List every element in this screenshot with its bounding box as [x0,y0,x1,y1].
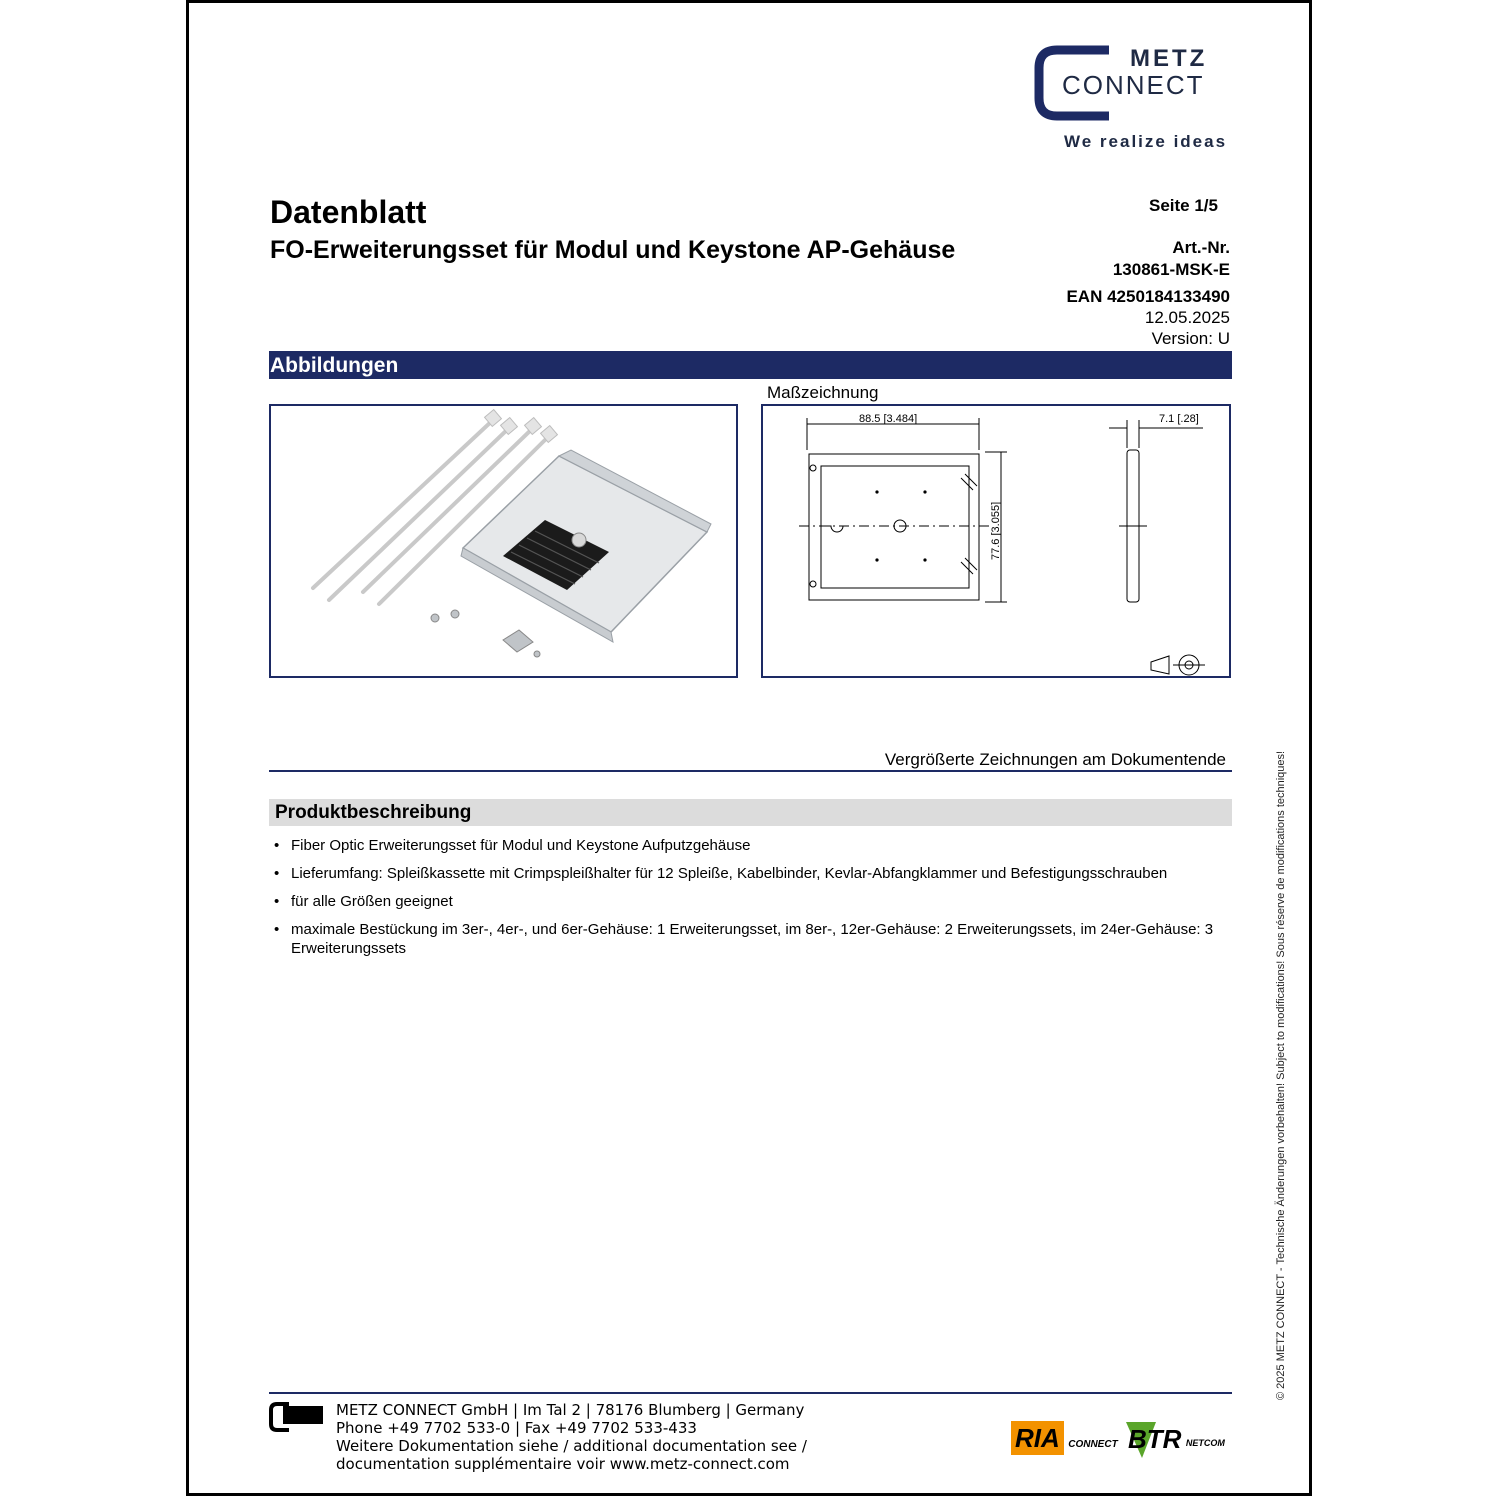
projection-symbol-icon [1151,655,1205,675]
height-dimension-label: 77.6 [3.055] [990,501,1002,560]
btr-logo-sub: NETCOM [1185,1438,1225,1448]
section-divider [269,770,1232,772]
page-number: Seite 1/5 [1149,196,1218,215]
list-item: • Lieferumfang: Spleißkassette mit Crimpspleißhalter für 12 Spleiße, Kabelbinder, Kevlar-Abfangklammer und Befestigungsschrauben [270,864,1230,883]
footer-logo-icon [269,1402,325,1432]
list-item: • für alle Größen geeignet [270,892,1230,911]
brand-name-line2: CONNECT [1062,70,1205,100]
list-item: • Fiber Optic Erweiterungsset für Modul und Keystone Aufputzgehäuse [270,836,1230,855]
section-heading-description: Produktbeschreibung [269,799,1232,826]
btr-netcom-logo [1124,1420,1225,1454]
brand-name-line1: METZ [1130,45,1208,72]
width-dimension-label: 88.5 [3.484] [859,413,918,425]
document-date: 12.05.2025 [1144,308,1230,327]
dimension-drawing [761,404,1231,678]
article-number: 130861-MSK-E [1112,260,1230,279]
product-illustration [271,406,736,676]
footer-line: Weitere Dokumentation siehe / additional documentation see / [336,1437,807,1455]
enlarged-drawings-note: Vergrößerte Zeichnungen am Dokumentende [884,750,1226,769]
copyright-side-note: © 2025 METZ CONNECT - Technische Änderungen vorbehalten! Subject to modifications! Sous réserve de modifications techniques! [1275,750,1287,1400]
footer-address [336,1401,807,1473]
brand-tagline: We realize ideas [1064,132,1228,151]
footer-line: Phone +49 7702 533-0 | Fax +49 7702 533-433 [336,1419,697,1437]
article-label: Art.-Nr. [1172,238,1230,257]
footer-divider [269,1392,1232,1394]
list-item: • maximale Bestückung im 3er-, 4er-, und 6er-Gehäuse: 1 Erweiterungsset, im 8er-, 12er-Gehäuse: 2 Erweiterungssets, im 24er-Gehäuse: 3 Erweiterungssets [270,920,1230,958]
footer-line: documentation supplémentaire voir www.metz-connect.com [336,1455,790,1473]
ean-number: EAN 4250184133490 [1066,287,1230,306]
description-list [270,836,1230,967]
ria-connect-logo [1011,1421,1118,1455]
product-image [269,404,738,678]
depth-dimension-label: 7.1 [.28] [1159,413,1199,425]
ria-logo-sub: CONNECT [1068,1439,1118,1450]
section-heading-images: Abbildungen [269,351,1232,379]
document-version: Version: U [1151,329,1230,348]
ria-logo-mark: RIA [1011,1421,1064,1455]
btr-logo-mark: BTR [1128,1424,1182,1454]
document-title: Datenblatt [270,194,427,230]
document-subtitle: FO-Erweiterungsset für Modul und Keystone AP-Gehäuse [270,236,956,264]
footer-line: METZ CONNECT GmbH | Im Tal 2 | 78176 Blumberg | Germany [336,1401,805,1419]
drawing-label: Maßzeichnung [767,383,879,402]
technical-drawing [763,406,1229,676]
